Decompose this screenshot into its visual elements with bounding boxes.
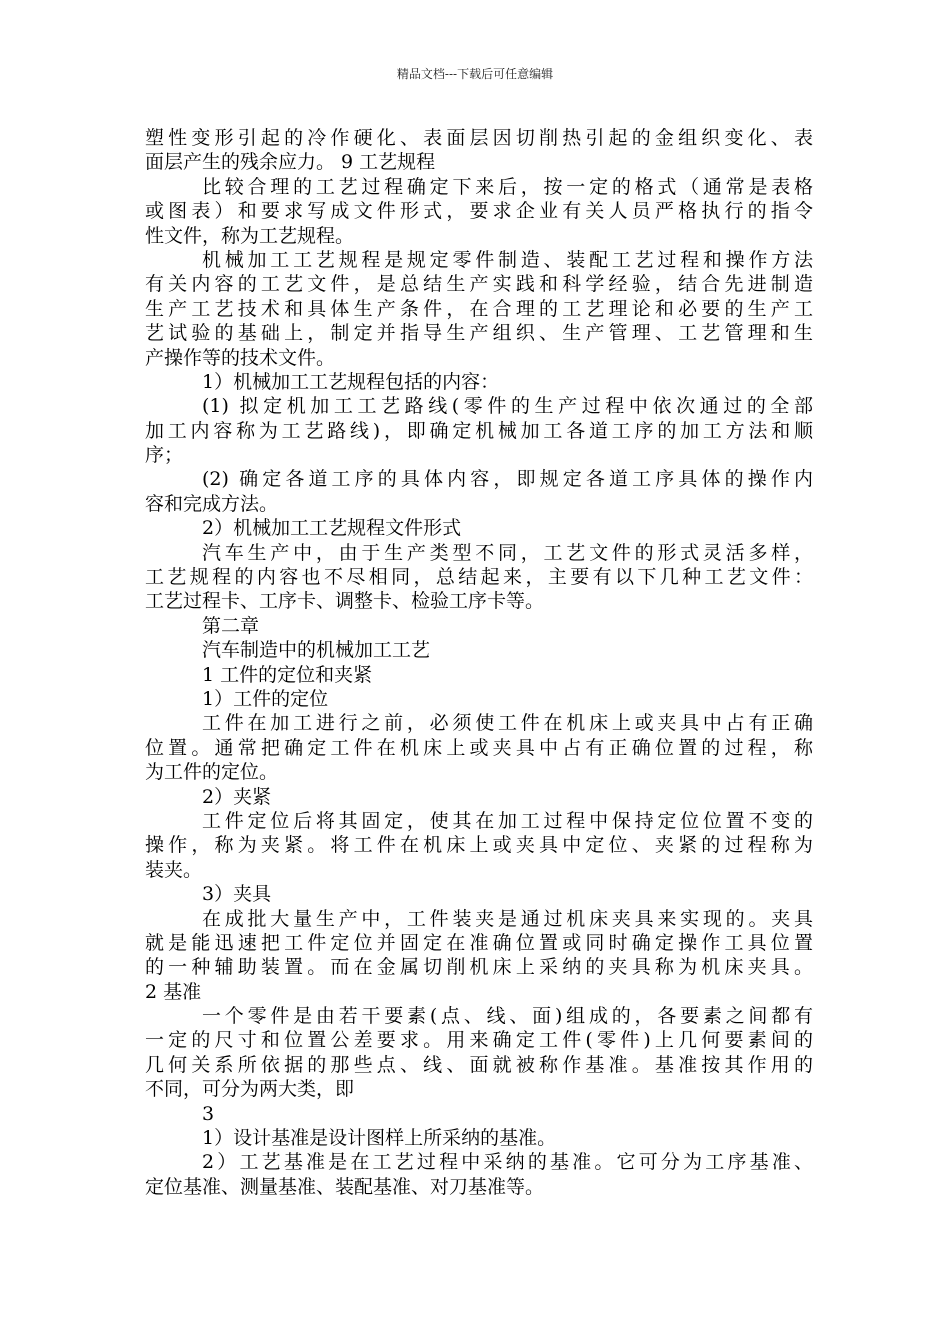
text-line: (1) 拟定机加工工艺路线(零件的生产过程中依次通过的全部: [202, 395, 813, 418]
text-line: 性文件，称为工艺规程。: [145, 224, 355, 247]
text-line: 2）机械加工工艺规程文件形式: [202, 517, 462, 540]
text-line: 在成批大量生产中，工件装夹是通过机床夹具来实现的。夹具: [202, 907, 813, 930]
text-line: 一定的尺寸和位置公差要求。用来确定工件(零件)上几何要素间的: [145, 1029, 813, 1052]
document-body: [145, 126, 813, 1199]
text-line: 的一种辅助装置。而在金属切削机床上采纳的夹具称为机床夹具。: [145, 956, 813, 979]
text-line: 定位基准、测量基准、装配基准、对刀基准等。: [145, 1175, 545, 1198]
text-line: 就是能迅速把工件定位并固定在准确位置或同时确定操作工具位置: [145, 931, 813, 954]
text-line: 序；: [145, 444, 184, 467]
text-line: 几何关系所依据的那些点、线、面就被称作基准。基准按其作用的: [145, 1053, 813, 1076]
text-line: 面层产生的残余应力。 9 工艺规程: [145, 151, 436, 174]
text-line: 生产工艺技术和具体生产条件，在合理的工艺理论和必要的生产工: [145, 297, 813, 320]
text-line: (2) 确定各道工序的具体内容，即规定各道工序具体的操作内: [202, 468, 813, 491]
page-header: 精品文档---下载后可任意编辑: [396, 67, 554, 81]
text-line: 为工件的定位。: [145, 761, 279, 784]
text-line: 工艺规程的内容也不尽相同，总结起来，主要有以下几种工艺文件：: [145, 566, 813, 589]
text-line: 工件在加工进行之前，必须使工件在机床上或夹具中占有正确: [202, 712, 813, 735]
text-line: 3）夹具: [202, 883, 272, 906]
text-line: 1 工件的定位和夹紧: [202, 663, 373, 686]
text-line: 或图表）和要求写成文件形式，要求企业有关人员严格执行的指令: [145, 200, 813, 223]
text-line: 装夹。: [145, 858, 203, 881]
text-line: 2 基准: [145, 980, 202, 1003]
text-line: 1）设计基准是设计图样上所采纳的基准。: [202, 1127, 557, 1150]
text-line: 塑性变形引起的冷作硬化、表面层因切削热引起的金组织变化、表: [145, 127, 813, 149]
text-line: 有关内容的工艺文件，是总结生产实践和科学经验，结合先进制造: [145, 273, 813, 296]
text-line: 第二章: [202, 614, 260, 637]
text-line: 工艺过程卡、工序卡、调整卡、检验工序卡等。: [145, 590, 545, 613]
text-line: 1）机械加工工艺规程包括的内容：: [202, 370, 500, 393]
text-line: 机械加工工艺规程是规定零件制造、装配工艺过程和操作方法: [202, 248, 813, 271]
text-line: 比较合理的工艺过程确定下来后，按一定的格式（通常是表格: [202, 175, 813, 198]
text-line: 2）夹紧: [202, 785, 272, 808]
text-line: 汽车生产中，由于生产类型不同，工艺文件的形式灵活多样，: [202, 541, 813, 564]
text-line: 容和完成方法。: [145, 492, 279, 515]
text-line: 产操作等的技术文件。: [145, 346, 336, 369]
text-line: 一个零件是由若干要素(点、线、面)组成的，各要素之间都有: [202, 1005, 813, 1028]
text-line: 2）工艺基准是在工艺过程中采纳的基准。它可分为工序基准、: [202, 1151, 813, 1174]
text-line: 汽车制造中的机械加工工艺: [202, 639, 431, 662]
text-line: 操作，称为夹紧。将工件在机床上或夹具中定位、夹紧的过程称为: [145, 834, 813, 857]
text-line: 1）工件的定位: [202, 687, 329, 710]
text-line: 工件定位后将其固定，使其在加工过程中保持定位位置不变的: [202, 809, 813, 832]
text-line: 3: [202, 1102, 215, 1125]
text-line: 位置。通常把确定工件在机床上或夹具中占有正确位置的过程，称: [145, 736, 813, 759]
text-line: 加工内容称为工艺路线)，即确定机械加工各道工序的加工方法和顺: [145, 419, 813, 442]
text-line: 不同，可分为两大类，即: [145, 1078, 355, 1101]
text-line: 艺试验的基础上，制定并指导生产组织、生产管理、工艺管理和生: [145, 322, 813, 345]
